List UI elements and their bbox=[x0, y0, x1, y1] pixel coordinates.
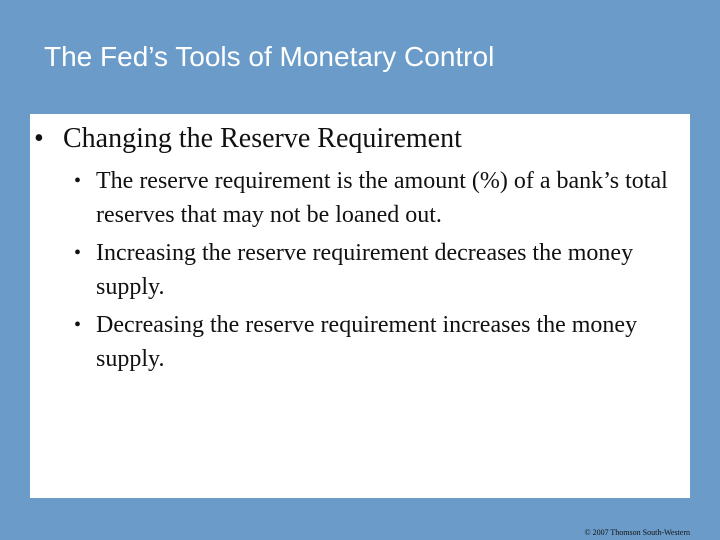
sub-bullet-text: Increasing the reserve requirement decreases the money supply. bbox=[96, 240, 634, 300]
bullet-icon: • bbox=[74, 314, 82, 336]
content-panel bbox=[30, 114, 690, 498]
bullet-icon: • bbox=[74, 170, 82, 192]
main-bullet-text: Changing the Reserve Requirement bbox=[63, 123, 462, 154]
bullet-icon: • bbox=[74, 242, 82, 264]
sub-bullet-list bbox=[30, 164, 680, 380]
sub-bullet bbox=[30, 164, 680, 232]
sub-bullet bbox=[30, 308, 680, 376]
slide-title: The Fed’s Tools of Monetary Control bbox=[44, 41, 495, 72]
sub-bullet-text: The reserve requirement is the amount (%) of a bank’s total reserves that may not be loaned out. bbox=[96, 168, 668, 228]
sub-bullet bbox=[30, 236, 680, 304]
copyright-notice: © 2007 Thomson South-Western bbox=[584, 528, 690, 537]
bullet-icon: • bbox=[34, 123, 44, 154]
sub-bullet-text: Decreasing the reserve requirement increases the money supply. bbox=[96, 312, 638, 372]
